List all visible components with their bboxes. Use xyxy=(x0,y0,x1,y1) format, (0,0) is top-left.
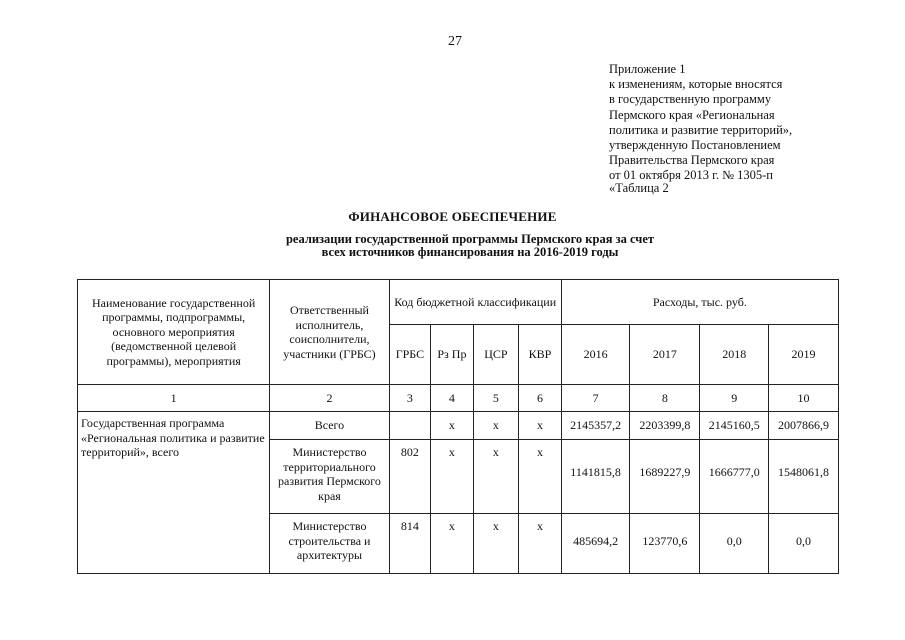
grbs-cell: 814 xyxy=(389,514,430,574)
column-number: 3 xyxy=(389,385,430,412)
header-year-2017: 2017 xyxy=(630,325,700,385)
header-expenses: Расходы, тыс. руб. xyxy=(561,280,838,325)
subtitle-line-1: реализации государственной программы Пермского края за счет xyxy=(285,232,655,246)
header-grbs: ГРБС xyxy=(389,325,430,385)
executor-cell: Министерство строительства и архитектуры xyxy=(270,514,389,574)
appendix-line: политика и развитие территорий», xyxy=(609,122,793,137)
executor-cell: Министерство территориального развития Пермского края xyxy=(270,440,389,514)
kvr-cell: x xyxy=(519,412,562,440)
header-budget-code: Код бюджетной классификации xyxy=(389,280,561,325)
table-row xyxy=(78,412,839,440)
expense-2018-cell: 0,0 xyxy=(700,514,769,574)
appendix-line: утвержденную Постановлением xyxy=(609,138,781,153)
column-number: 5 xyxy=(473,385,519,412)
header-year-2016: 2016 xyxy=(561,325,630,385)
rzpr-cell: x xyxy=(431,412,474,440)
column-number: 6 xyxy=(519,385,562,412)
appendix-line: Пермского края «Региональная xyxy=(609,107,775,122)
column-number: 2 xyxy=(270,385,389,412)
expense-2016-cell: 2145357,2 xyxy=(561,412,630,440)
header-name: Наименование государственной программы, подпрограммы, основного мероприятия (ведомственной целевой программы), мероприятия xyxy=(78,280,270,385)
appendix-line: Приложение 1 xyxy=(609,62,686,76)
expense-2019-cell: 2007866,9 xyxy=(769,412,839,440)
appendix-line: к изменениям, которые вносятся xyxy=(609,77,783,92)
subtitle-line-2: всех источников финансирования на 2016-2019 годы xyxy=(321,245,619,259)
column-number: 10 xyxy=(769,385,839,412)
column-number: 7 xyxy=(561,385,630,412)
column-number-row xyxy=(78,385,839,412)
rzpr-cell: x xyxy=(431,440,474,514)
grbs-cell xyxy=(389,412,430,440)
expense-2017-cell: 1689227,9 xyxy=(630,440,700,514)
financing-table xyxy=(77,279,839,574)
column-number: 4 xyxy=(431,385,474,412)
expense-2018-cell: 2145160,5 xyxy=(700,412,769,440)
document-subtitle xyxy=(0,233,905,259)
program-name-cell: Государственная программа «Региональная политика и развитие территорий», всего xyxy=(78,412,270,574)
expense-2018-cell: 1666777,0 xyxy=(700,440,769,514)
executor-cell: Всего xyxy=(270,412,389,440)
expense-2017-cell: 2203399,8 xyxy=(630,412,700,440)
column-number: 1 xyxy=(78,385,270,412)
header-csr: ЦСР xyxy=(473,325,519,385)
header-rzpr: Рз Пр xyxy=(431,325,474,385)
expense-2019-cell: 0,0 xyxy=(769,514,839,574)
header-year-2019: 2019 xyxy=(769,325,839,385)
kvr-cell: x xyxy=(519,514,562,574)
appendix-note xyxy=(609,62,899,184)
appendix-line: в государственную программу xyxy=(609,92,772,107)
header-year-2018: 2018 xyxy=(700,325,769,385)
kvr-cell: x xyxy=(519,440,562,514)
expense-2016-cell: 485694,2 xyxy=(561,514,630,574)
document-title: ФИНАНСОВОЕ ОБЕСПЕЧЕНИЕ xyxy=(348,209,557,224)
rzpr-cell: x xyxy=(431,514,474,574)
column-number: 8 xyxy=(630,385,700,412)
expense-2016-cell: 1141815,8 xyxy=(561,440,630,514)
expense-2019-cell: 1548061,8 xyxy=(769,440,839,514)
header-kvr: КВР xyxy=(519,325,562,385)
header-executor: Ответственный исполнитель, соисполнители, участники (ГРБС) xyxy=(270,280,389,385)
csr-cell: x xyxy=(473,514,519,574)
csr-cell: x xyxy=(473,412,519,440)
column-number: 9 xyxy=(700,385,769,412)
page-number: 27 xyxy=(448,34,462,49)
expense-2017-cell: 123770,6 xyxy=(630,514,700,574)
grbs-cell: 802 xyxy=(389,440,430,514)
appendix-line: от 01 октября 2013 г. № 1305-п xyxy=(609,168,773,183)
csr-cell: x xyxy=(473,440,519,514)
appendix-line: Правительства Пермского края xyxy=(609,153,775,168)
table-label: «Таблица 2 xyxy=(609,181,669,195)
